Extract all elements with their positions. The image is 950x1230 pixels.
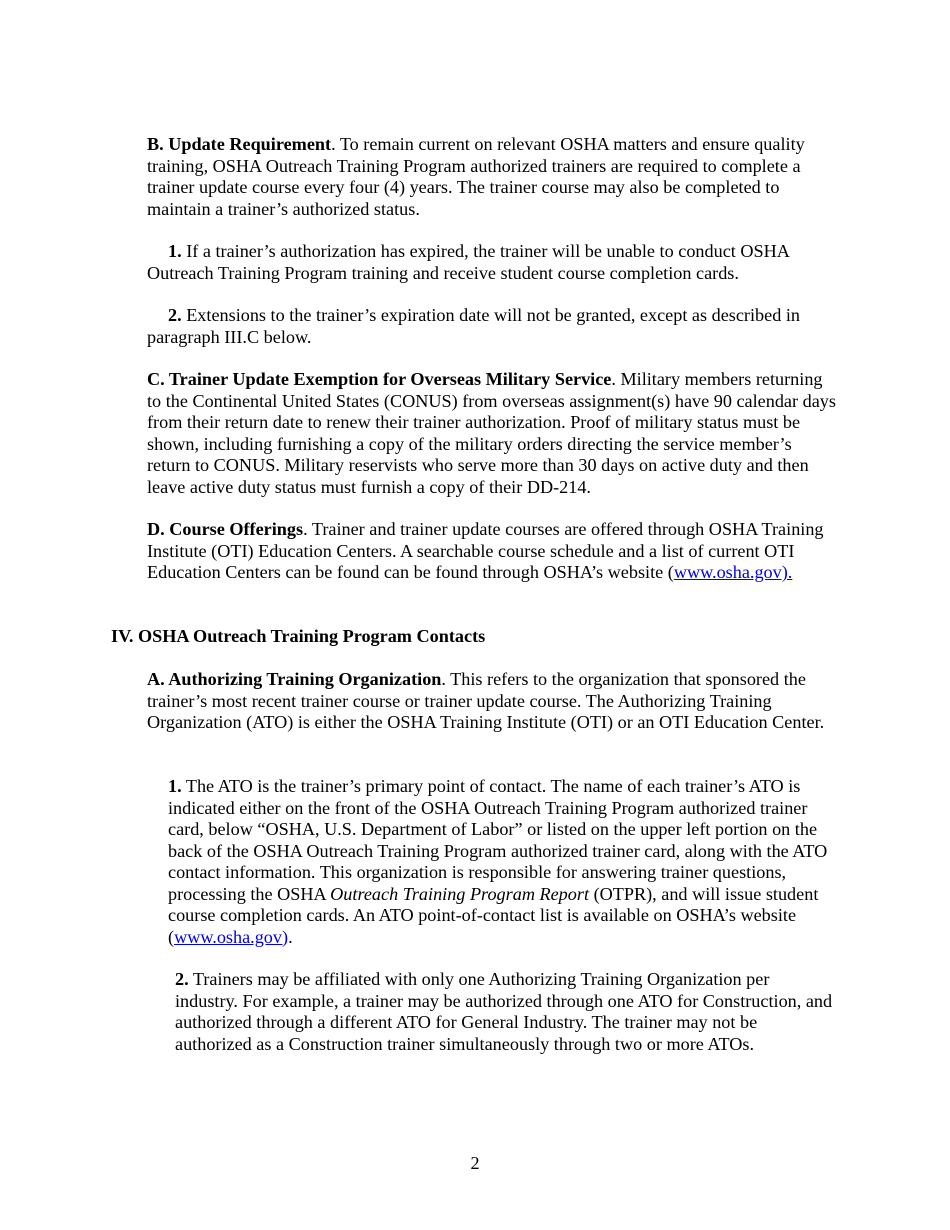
section-iv-a-item-1-report-title: Outreach Training Program Report [330, 883, 590, 904]
section-iv-a-item-1-text-before: The ATO is the trainer’s primary point of contact. The name of each trainer’s ATO is indicated either on the front of the OSHA Outreach Training Program authorized trainer card, below “OSHA, U.S. Department of Labor” or listed on the upper left portion on the back of the OSHA Outreach Training Program authorized trainer card, along with the ATO contact information. This organization is responsible for answering trainer questions, processing the OSHA [168, 776, 828, 904]
page-number: 2 [470, 1153, 480, 1173]
section-iv-a-item-2 [175, 969, 835, 1055]
section-b-paragraph [147, 134, 837, 220]
osha-website-link-2[interactable]: www.osha.gov) [174, 926, 289, 947]
section-iv-a-item-2-text: Trainers may be affiliated with only one Authorizing Training Organization per industry. For example, a trainer may be authorized through one ATO for Construction, and authorized through a different ATO for General Industry. The trainer may not be authorized as a Construction trainer simultaneously through two or more ATOs. [175, 969, 833, 1054]
section-b-item-2-number: 2. [168, 305, 182, 325]
section-b-body: . To remain current on relevant OSHA matters and ensure quality training, OSHA Outreach Training Program authorized trainers are required to complete a trainer update course every four (4) years. The trainer course may also be completed to maintain a trainer’s authorized status. [147, 134, 805, 219]
section-b-item-1-number: 1. [168, 241, 182, 261]
section-d-body: . Trainer and trainer update courses are offered through OSHA Training Institute (OTI) Education Centers. A searchable course schedule and a list of current OTI Education Centers can be found can be found through OSHA’s website ( [147, 519, 824, 582]
osha-website-link[interactable]: www.osha.gov). [673, 562, 793, 582]
section-d-paragraph [147, 519, 837, 584]
section-iv-heading: IV. OSHA Outreach Training Program Contacts [111, 626, 486, 646]
section-iv-a-body: . This refers to the organization that sponsored the trainer’s most recent trainer course or trainer update course. The Authorizing Training Organization (ATO) is either the OSHA Training Institute (OTI) or an OTI Education Center. [147, 669, 825, 732]
section-c-title: C. Trainer Update Exemption for Overseas Military Service [147, 369, 612, 389]
section-b-item-1 [147, 241, 837, 284]
section-c-body: . Military members returning to the Continental United States (CONUS) from overseas assignment(s) have 90 calendar days from their return date to renew their trainer authorization. Proof of military status must be shown, including furnishing a copy of the military orders directing the service member’s return to CONUS. Military reservists who serve more than 30 days on active duty and then leave active duty status must furnish a copy of their DD-214. [147, 369, 836, 497]
section-iv-a-item-1-text-after: . [288, 926, 293, 947]
section-iv-a-item-1-number: 1. [168, 776, 182, 796]
section-iv-a-item-1-text-middle: (OTPR), and will issue student course completion cards. An ATO point-of-contact list is available on OSHA’s website ( [168, 883, 819, 947]
section-c-paragraph [147, 369, 837, 498]
section-b-item-1-text: If a trainer’s authorization has expired, the trainer will be unable to conduct OSHA Outreach Training Program training and receive student course completion cards. [147, 241, 789, 283]
section-d-title: D. Course Offerings [147, 519, 304, 539]
section-b-item-2-text: Extensions to the trainer’s expiration date will not be granted, except as described in paragraph III.C below. [147, 305, 800, 347]
section-b-item-2 [147, 305, 837, 348]
section-b-title: B. Update Requirement [147, 134, 332, 154]
section-iv-a-title: A. Authorizing Training Organization [147, 669, 442, 689]
section-iv-a-item-1 [168, 776, 838, 948]
section-iv-a-paragraph [147, 669, 837, 734]
section-iv-a-item-2-number: 2. [175, 969, 189, 989]
